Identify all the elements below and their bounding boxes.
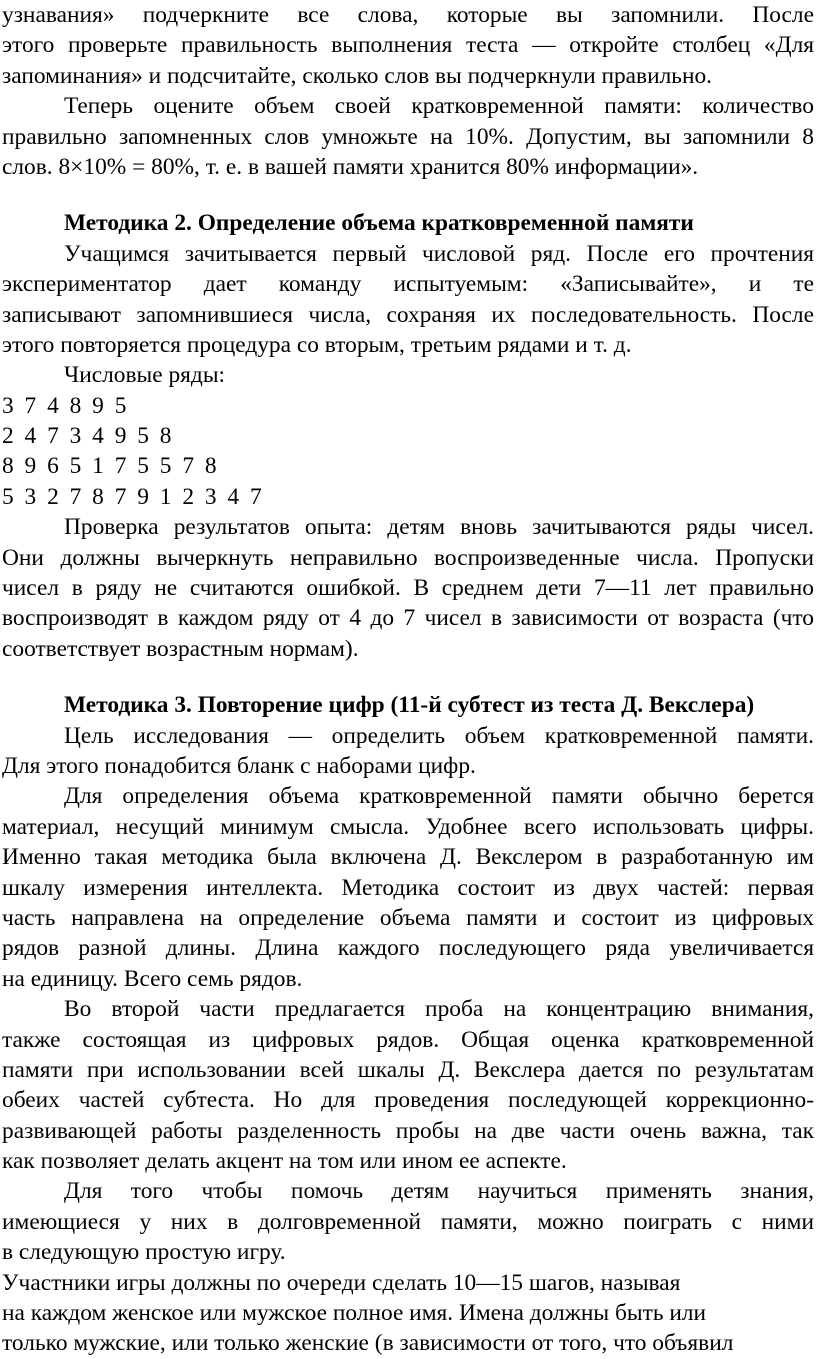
text-line: Они должны вычеркнуть неправильно воспроизведенные числа. Пропуски xyxy=(2,544,814,571)
text-line: воспроизводят в каждом ряду от 4 до 7 чисел в зависимости от возраста (что xyxy=(2,605,814,632)
paragraph-gap xyxy=(2,664,814,690)
number-row-1: 3 7 4 8 9 5 xyxy=(2,392,127,419)
text-line: материал, несущий минимум смысла. Удобнее всего использовать цифры. xyxy=(2,813,814,840)
text-line: правильно запомненных слов умножьте на 10%. Допустим, вы запомнили 8 xyxy=(2,123,814,150)
section-heading-method-2: Методика 2. Определение объема кратковременной памяти xyxy=(64,210,694,237)
text-line: на единицу. Всего семь рядов. xyxy=(2,965,303,992)
text-line: слов. 8×10% = 80%, т. е. в вашей памяти хранится 80% информации». xyxy=(2,153,699,180)
text-line: часть направлена на определение объема памяти и состоит из цифровых xyxy=(2,904,814,931)
text-line: также состоящая из цифровых рядов. Общая оценка кратковременной xyxy=(2,1026,814,1053)
text-line: на каждом женское или мужское полное имя. Имена должны быть или xyxy=(2,1300,707,1327)
text-line: соответствует возрастным нормам). xyxy=(2,635,359,662)
section-heading-method-3: Методика 3. Повторение цифр (11-й субтест из теста Д. Векслера) xyxy=(64,692,755,719)
text-line: Участники игры должны по очереди сделать 10—15 шагов, называя xyxy=(2,1269,681,1296)
text-line: экспериментатор дает команду испытуемым: «Записывайте», и те xyxy=(2,271,814,298)
text-line: памяти при использовании всей шкалы Д. Векслера дается по результатам xyxy=(2,1056,814,1083)
text-line: Теперь оцените объем своей кратковременной памяти: количество xyxy=(64,93,814,120)
text-line: Для того чтобы помочь детям научиться применять знания, xyxy=(64,1178,814,1205)
text-line: этого проверьте правильность выполнения теста — откройте столбец «Для xyxy=(2,32,814,59)
text-line: запоминания» и подсчитайте, сколько слов вы подчеркнули правильно. xyxy=(2,62,713,89)
text-line: развивающей работы разделенность пробы на две части очень важна, так xyxy=(2,1117,814,1144)
text-line: Учащимся зачитывается первый числовой ряд. После его прочтения xyxy=(64,240,814,267)
text-line: записывают запомнившиеся числа, сохраняя их последовательность. После xyxy=(2,301,814,328)
text-line: Для этого понадобится бланк с наборами цифр. xyxy=(2,752,476,779)
number-row-4: 5 3 2 7 8 7 9 1 2 3 4 7 xyxy=(2,483,263,510)
text-line: шкалу измерения интеллекта. Методика состоит из двух частей: первая xyxy=(2,874,814,901)
text-line: Именно такая методика была включена Д. Векслером в разработанную им xyxy=(2,844,814,871)
text-line: Цель исследования — определить объем кратковременной памяти. xyxy=(64,722,814,749)
text-line: узнавания» подчеркните все слова, которые вы запомнили. После xyxy=(2,2,814,28)
text-line: чисел в ряду не считаются ошибкой. В среднем дети 7—11 лет правильно xyxy=(2,575,814,602)
text-line: как позволяет делать акцент на том или ином ее аспекте. xyxy=(2,1148,567,1175)
text-line: Числовые ряды: xyxy=(64,362,226,389)
text-line: обеих частей субтеста. Но для проведения последующей коррекционно- xyxy=(2,1087,814,1114)
text-line: Для определения объема кратковременной памяти обычно берется xyxy=(64,783,814,810)
text-line: Во второй части предлагается проба на концентрацию внимания, xyxy=(64,996,814,1023)
text-line: рядов разной длины. Длина каждого последующего ряда увеличивается xyxy=(2,935,814,962)
number-row-3: 8 9 6 5 1 7 5 5 7 8 xyxy=(2,453,218,480)
paragraph-gap xyxy=(2,182,814,208)
text-line: имеющиеся у них в долговременной памяти, можно поиграть с ними xyxy=(2,1208,814,1235)
text-line: в следующую простую игру. xyxy=(2,1239,286,1266)
text-line: этого повторяется процедура со вторым, третьим рядами и т. д. xyxy=(2,331,632,358)
text-line: Проверка результатов опыта: детям вновь зачитываются ряды чисел. xyxy=(64,514,814,541)
text-line: только мужские, или только женские (в зависимости от того, что объявил xyxy=(2,1330,734,1357)
number-row-2: 2 4 7 3 4 9 5 8 xyxy=(2,423,172,450)
